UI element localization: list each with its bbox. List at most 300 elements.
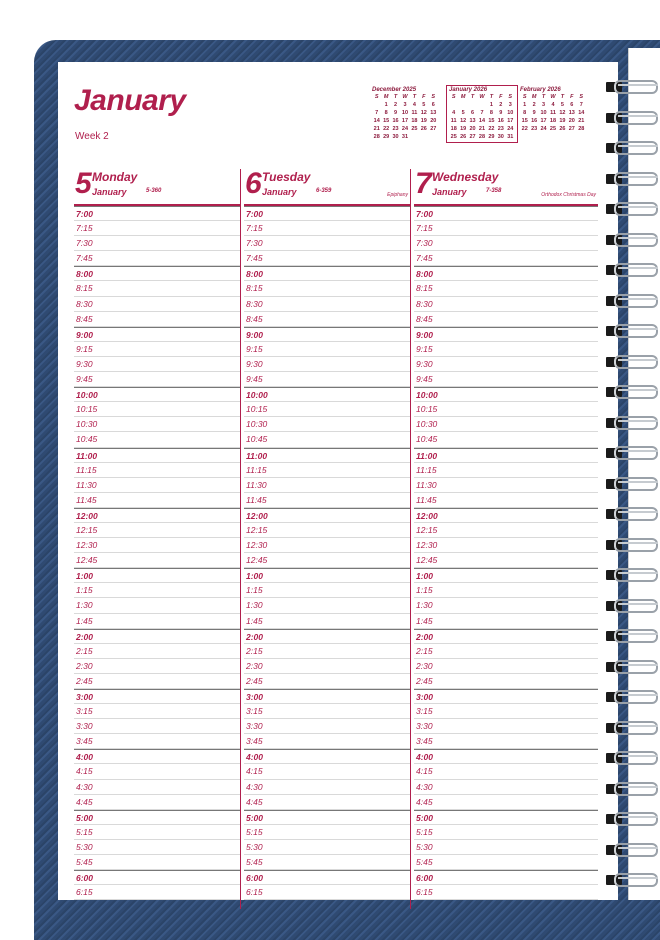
binding-ring — [602, 660, 660, 674]
mini-calendar-date: 13 — [568, 110, 575, 116]
time-slot[interactable]: 12:30 — [414, 538, 598, 553]
time-slot[interactable]: 10:45 — [74, 432, 240, 447]
mini-calendar-date: 7 — [480, 110, 484, 116]
time-slot[interactable]: 9:00 — [74, 327, 240, 342]
weekday-header: F — [570, 94, 574, 100]
day-name: Monday — [92, 170, 138, 184]
time-slot[interactable]: 7:15 — [414, 221, 598, 236]
mini-calendar-date: 25 — [450, 134, 457, 140]
time-slot[interactable]: 8:30 — [244, 297, 410, 312]
time-slot[interactable]: 1:15 — [74, 583, 240, 598]
time-slot[interactable]: 8:30 — [414, 297, 598, 312]
time-slot[interactable]: 4:30 — [414, 780, 598, 795]
time-slot[interactable]: 12:45 — [244, 553, 410, 568]
time-slot[interactable]: 8:45 — [74, 312, 240, 327]
mini-calendar-date: 3 — [508, 102, 512, 108]
binding-ring — [602, 294, 660, 308]
time-slot[interactable]: 10:15 — [74, 402, 240, 417]
time-slot[interactable]: 4:00 — [74, 749, 240, 764]
time-slot[interactable]: 7:15 — [244, 221, 410, 236]
mini-calendar-date: 17 — [507, 118, 514, 124]
mini-calendar-date: 8 — [523, 110, 527, 116]
time-slot[interactable]: 9:30 — [244, 357, 410, 372]
mini-calendar-date: 23 — [531, 126, 538, 132]
time-slot[interactable]: 6:00 — [74, 870, 240, 885]
day-count: 5-360 — [146, 188, 162, 194]
weekday-header: T — [393, 94, 398, 100]
weekday-header: T — [470, 94, 475, 100]
mini-calendar-date: 19 — [460, 126, 467, 132]
day-header — [74, 169, 240, 206]
binding-ring — [602, 782, 660, 796]
mini-calendar-date: 24 — [507, 126, 514, 132]
binding-ring — [602, 538, 660, 552]
mini-calendar-date: 8 — [384, 110, 388, 116]
holiday-label: Orthodox Christmas Day — [541, 192, 596, 198]
time-slot[interactable]: 7:30 — [414, 236, 598, 251]
time-slot[interactable]: 6:15 — [74, 885, 240, 900]
mini-calendar-date: 8 — [489, 110, 493, 116]
time-slot[interactable]: 11:45 — [244, 493, 410, 508]
time-slot[interactable]: 4:15 — [244, 764, 410, 779]
weekday-header: S — [508, 94, 513, 100]
time-slot[interactable]: 7:45 — [74, 251, 240, 266]
month-title: January — [74, 84, 186, 117]
time-slot[interactable]: 8:15 — [244, 281, 410, 296]
binding-ring — [602, 416, 660, 430]
time-slot[interactable]: 8:15 — [414, 281, 598, 296]
mini-calendar-date: 21 — [578, 118, 585, 124]
time-slot[interactable]: 5:15 — [74, 825, 240, 840]
mini-calendar-date: 9 — [394, 110, 398, 116]
binding-ring — [602, 172, 660, 186]
weekday-header: S — [374, 94, 379, 100]
mini-calendar-date: 5 — [422, 102, 426, 108]
time-slot[interactable]: 3:30 — [74, 719, 240, 734]
time-slot[interactable]: 11:00 — [74, 448, 240, 463]
mini-calendar-date: 17 — [540, 118, 547, 124]
mini-calendar-date: 25 — [549, 126, 557, 132]
time-slot[interactable]: 1:00 — [74, 568, 240, 583]
time-slot[interactable]: 2:30 — [244, 659, 410, 674]
mini-calendar-date: 4 — [412, 102, 416, 108]
mini-calendar-date: 18 — [411, 118, 418, 124]
time-slot[interactable]: 11:30 — [244, 478, 410, 493]
mini-calendar-title: December 2025 — [372, 87, 417, 93]
time-slot[interactable]: 2:45 — [244, 674, 410, 689]
time-slot[interactable]: 7:00 — [414, 206, 598, 221]
time-slot[interactable]: 3:00 — [414, 689, 598, 704]
mini-calendar-date: 4 — [452, 110, 456, 116]
mini-calendar-date: 10 — [401, 110, 409, 116]
binding-ring — [602, 751, 660, 765]
time-slot[interactable]: 7:45 — [244, 251, 410, 266]
time-slot[interactable]: 1:30 — [244, 598, 410, 613]
time-slot[interactable]: 11:30 — [74, 478, 240, 493]
mini-calendar-date: 26 — [460, 134, 467, 140]
time-slot[interactable]: 1:45 — [414, 614, 598, 629]
time-slot[interactable]: 5:30 — [244, 840, 410, 855]
time-slot[interactable]: 10:15 — [414, 402, 598, 417]
binding-ring — [602, 568, 660, 582]
mini-calendar-date — [449, 101, 458, 109]
time-slot[interactable]: 9:45 — [414, 372, 598, 387]
mini-calendar-date: 24 — [401, 126, 409, 132]
binding-ring — [602, 873, 660, 887]
weekday-header: S — [431, 94, 436, 100]
day-count: 6-359 — [316, 188, 332, 194]
time-slot[interactable]: 3:00 — [244, 689, 410, 704]
time-slot[interactable]: 11:00 — [414, 448, 598, 463]
time-slot[interactable]: 8:00 — [244, 266, 410, 281]
time-slot[interactable]: 2:45 — [414, 674, 598, 689]
weekday-header: W — [479, 94, 485, 100]
mini-calendar-date: 22 — [383, 126, 390, 132]
time-slot[interactable]: 12:30 — [74, 538, 240, 553]
time-slot[interactable]: 12:45 — [414, 553, 598, 568]
binding-ring — [602, 446, 660, 460]
weekday-header: T — [541, 94, 546, 100]
time-slot[interactable]: 1:30 — [414, 598, 598, 613]
time-slot[interactable]: 1:00 — [244, 568, 410, 583]
mini-calendar-date: 26 — [420, 126, 427, 132]
binding-ring — [602, 629, 660, 643]
time-slot[interactable]: 9:15 — [244, 342, 410, 357]
time-slot[interactable]: 6:00 — [414, 870, 598, 885]
time-slot[interactable]: 11:45 — [74, 493, 240, 508]
day-number: 6 — [245, 167, 262, 200]
column-divider — [240, 169, 241, 909]
mini-calendar-date: 19 — [559, 118, 566, 124]
time-slot[interactable]: 11:15 — [414, 463, 598, 478]
time-slot[interactable]: 10:45 — [244, 432, 410, 447]
time-slot[interactable]: 7:45 — [414, 251, 598, 266]
mini-calendar-title: January 2026 — [449, 87, 488, 93]
time-slot[interactable]: 10:00 — [244, 387, 410, 402]
weekday-header: W — [550, 94, 556, 100]
time-slot[interactable]: 4:30 — [74, 780, 240, 795]
time-slot[interactable]: 1:45 — [74, 614, 240, 629]
mini-calendar-date: 1 — [523, 102, 527, 108]
mini-calendar-date: 30 — [497, 134, 504, 140]
time-slot[interactable]: 8:00 — [74, 266, 240, 281]
mini-calendar-date: 23 — [497, 126, 504, 132]
time-slot[interactable]: 2:15 — [244, 644, 410, 659]
time-slot[interactable]: 3:30 — [414, 719, 598, 734]
time-slot[interactable]: 2:00 — [244, 629, 410, 644]
time-slot[interactable]: 5:15 — [414, 825, 598, 840]
time-slot[interactable]: 11:30 — [414, 478, 598, 493]
time-slot[interactable]: 11:15 — [244, 463, 410, 478]
time-slot[interactable]: 12:15 — [74, 523, 240, 538]
time-slot[interactable]: 12:45 — [74, 553, 240, 568]
time-slot[interactable]: 9:00 — [414, 327, 598, 342]
time-slot[interactable]: 7:30 — [244, 236, 410, 251]
mini-calendar-date: 2 — [532, 102, 536, 108]
mini-calendar-date — [468, 101, 477, 109]
mini-calendar-date: 28 — [578, 126, 585, 132]
time-slot[interactable]: 10:30 — [414, 417, 598, 432]
mini-calendar-date: 28 — [373, 134, 380, 140]
time-slot[interactable]: 9:15 — [74, 342, 240, 357]
mini-calendar-date: 22 — [521, 126, 528, 132]
time-slot[interactable]: 5:45 — [244, 855, 410, 870]
binding-ring — [602, 111, 660, 125]
time-slot[interactable]: 3:00 — [74, 689, 240, 704]
mini-calendar-date — [458, 101, 467, 109]
time-slot[interactable]: 1:45 — [244, 614, 410, 629]
time-slot[interactable]: 8:45 — [244, 312, 410, 327]
mini-calendar-date: 11 — [450, 118, 457, 124]
mini-calendar-date — [477, 101, 486, 109]
mini-calendar-date: 10 — [540, 110, 547, 116]
day-header — [414, 169, 598, 206]
time-slot[interactable]: 5:00 — [414, 810, 598, 825]
time-slot[interactable]: 1:00 — [414, 568, 598, 583]
day-column-wednesday — [414, 169, 598, 900]
mini-calendar-date: 19 — [420, 118, 427, 124]
time-slot[interactable]: 12:00 — [244, 508, 410, 523]
mini-calendar-date: 31 — [401, 134, 409, 140]
time-slot[interactable]: 3:45 — [74, 734, 240, 749]
time-slot[interactable]: 2:30 — [74, 659, 240, 674]
time-slot[interactable]: 1:30 — [74, 598, 240, 613]
time-slot[interactable]: 4:45 — [244, 795, 410, 810]
day-number: 5 — [75, 167, 92, 200]
time-slot[interactable]: 3:45 — [244, 734, 410, 749]
time-slot[interactable]: 9:15 — [414, 342, 598, 357]
time-slot[interactable]: 10:30 — [74, 417, 240, 432]
weekday-header: S — [579, 94, 584, 100]
mini-calendar-date: 3 — [403, 102, 407, 108]
time-slot[interactable]: 2:15 — [74, 644, 240, 659]
mini-calendar-date: 18 — [450, 126, 457, 132]
time-slot[interactable]: 2:00 — [74, 629, 240, 644]
mini-calendar-date: 15 — [383, 118, 390, 124]
time-slot[interactable]: 3:15 — [244, 704, 410, 719]
time-slot[interactable]: 9:45 — [74, 372, 240, 387]
binding-ring — [602, 263, 660, 277]
week-label: Week 2 — [75, 131, 109, 142]
time-slot[interactable]: 8:00 — [414, 266, 598, 281]
time-slot[interactable]: 8:30 — [74, 297, 240, 312]
time-slot[interactable]: 9:30 — [74, 357, 240, 372]
mini-calendar-date: 14 — [578, 110, 585, 116]
mini-calendar-date: 31 — [507, 134, 514, 140]
time-slot[interactable]: 8:45 — [414, 312, 598, 327]
mini-calendar-date: 2 — [394, 102, 398, 108]
mini-calendar — [372, 87, 438, 141]
binding-ring — [602, 233, 660, 247]
mini-calendar-date: 7 — [579, 102, 583, 108]
weekday-header: S — [451, 94, 456, 100]
mini-calendar-date: 9 — [499, 110, 503, 116]
time-slot[interactable]: 6:15 — [244, 885, 410, 900]
time-slot[interactable]: 10:30 — [244, 417, 410, 432]
time-slot[interactable]: 4:00 — [244, 749, 410, 764]
mini-calendar-date: 20 — [469, 126, 476, 132]
mini-calendar-date: 20 — [568, 118, 575, 124]
time-slot[interactable]: 11:45 — [414, 493, 598, 508]
time-slot[interactable]: 9:30 — [414, 357, 598, 372]
mini-calendar-date: 14 — [373, 118, 380, 124]
day-header — [244, 169, 410, 206]
time-slot[interactable]: 3:30 — [244, 719, 410, 734]
time-slot[interactable]: 5:45 — [74, 855, 240, 870]
mini-calendar-date — [372, 101, 381, 109]
time-slot[interactable]: 10:15 — [244, 402, 410, 417]
mini-calendar-date: 11 — [411, 110, 418, 116]
time-slot[interactable]: 5:00 — [74, 810, 240, 825]
time-slot[interactable]: 6:15 — [414, 885, 598, 900]
mini-calendar-date: 22 — [488, 126, 495, 132]
time-slot[interactable]: 1:15 — [244, 583, 410, 598]
mini-calendar-date: 25 — [411, 126, 418, 132]
mini-calendar-date: 15 — [521, 118, 528, 124]
binding-ring — [602, 385, 660, 399]
mini-calendar-date: 17 — [401, 118, 409, 124]
day-name: Wednesday — [432, 170, 499, 184]
mini-calendar-date — [429, 133, 438, 141]
time-slot[interactable]: 5:45 — [414, 855, 598, 870]
weekday-header: T — [412, 94, 417, 100]
weekday-header: F — [422, 94, 426, 100]
binding-ring — [602, 507, 660, 521]
time-slot[interactable]: 2:00 — [414, 629, 598, 644]
binding-ring — [602, 721, 660, 735]
time-slot[interactable]: 10:45 — [414, 432, 598, 447]
mini-calendar-date: 26 — [559, 126, 566, 132]
mini-calendar-date: 23 — [392, 126, 399, 132]
time-slot[interactable]: 1:15 — [414, 583, 598, 598]
mini-calendar-date: 4 — [551, 102, 555, 108]
binding-ring — [602, 324, 660, 338]
day-column-monday — [74, 169, 240, 900]
mini-calendar-date: 6 — [471, 110, 475, 116]
mini-calendar-date: 16 — [497, 118, 504, 124]
planner-page — [58, 62, 618, 900]
time-slot[interactable]: 5:00 — [244, 810, 410, 825]
time-slot[interactable]: 10:00 — [74, 387, 240, 402]
time-slot[interactable]: 7:30 — [74, 236, 240, 251]
mini-calendar-date: 12 — [559, 110, 566, 116]
mini-calendar-date: 2 — [499, 102, 503, 108]
time-slot[interactable]: 10:00 — [414, 387, 598, 402]
mini-calendar-date: 27 — [430, 126, 437, 132]
mini-calendar — [446, 85, 518, 143]
time-slot[interactable]: 7:15 — [74, 221, 240, 236]
time-slot[interactable]: 12:00 — [74, 508, 240, 523]
weekday-header: M — [531, 94, 537, 100]
time-slot[interactable]: 8:15 — [74, 281, 240, 296]
mini-calendar-title: February 2026 — [520, 87, 561, 93]
weekday-header: M — [460, 94, 466, 100]
binding-ring — [602, 843, 660, 857]
mini-calendar-date: 24 — [540, 126, 547, 132]
time-slot[interactable]: 5:30 — [74, 840, 240, 855]
mini-calendar-date: 21 — [478, 126, 486, 132]
time-slot[interactable]: 2:30 — [414, 659, 598, 674]
time-slot[interactable]: 11:15 — [74, 463, 240, 478]
column-divider — [410, 169, 411, 909]
day-name: Tuesday — [262, 170, 311, 184]
mini-calendar-date: 13 — [469, 118, 476, 124]
time-slot[interactable]: 4:45 — [414, 795, 598, 810]
time-slot[interactable]: 2:45 — [74, 674, 240, 689]
weekday-header: S — [522, 94, 527, 100]
binding-ring — [602, 355, 660, 369]
time-slot[interactable]: 4:15 — [74, 764, 240, 779]
mini-calendar-date: 3 — [542, 102, 546, 108]
time-slot[interactable]: 2:15 — [414, 644, 598, 659]
mini-calendar-date: 1 — [489, 102, 493, 108]
time-slot[interactable]: 12:15 — [414, 523, 598, 538]
mini-calendar-date: 5 — [560, 102, 564, 108]
mini-calendar-date: 27 — [469, 134, 476, 140]
time-slot[interactable]: 3:15 — [74, 704, 240, 719]
day-month: January — [92, 187, 127, 197]
mini-calendar-date: 6 — [431, 102, 435, 108]
mini-calendar-date: 7 — [375, 110, 379, 116]
time-slot[interactable]: 6:00 — [244, 870, 410, 885]
mini-calendar-date: 28 — [478, 134, 486, 140]
binding-ring — [602, 141, 660, 155]
time-slot[interactable]: 3:15 — [414, 704, 598, 719]
mini-calendar-date: 14 — [478, 118, 486, 124]
time-slot[interactable]: 3:45 — [414, 734, 598, 749]
time-slot[interactable]: 11:00 — [244, 448, 410, 463]
mini-calendar-date: 29 — [488, 134, 495, 140]
mini-calendar-date: 10 — [507, 110, 514, 116]
time-slot[interactable]: 12:00 — [414, 508, 598, 523]
time-slot[interactable]: 4:15 — [414, 764, 598, 779]
mini-calendar-date — [419, 133, 428, 141]
spiral-binding — [602, 70, 660, 900]
time-slot[interactable]: 5:15 — [244, 825, 410, 840]
time-slot[interactable]: 12:15 — [244, 523, 410, 538]
weekday-header: T — [560, 94, 565, 100]
time-slot[interactable]: 5:30 — [414, 840, 598, 855]
time-slot[interactable]: 4:00 — [414, 749, 598, 764]
binding-ring — [602, 690, 660, 704]
binding-ring — [602, 599, 660, 613]
day-number: 7 — [415, 167, 432, 200]
day-month: January — [432, 187, 467, 197]
weekday-header: M — [383, 94, 389, 100]
mini-calendar-date: 11 — [550, 110, 556, 116]
weekday-header: F — [499, 94, 503, 100]
mini-calendar-date: 27 — [568, 126, 575, 132]
mini-calendar-date: 9 — [532, 110, 536, 116]
time-slot[interactable]: 9:00 — [244, 327, 410, 342]
time-slot[interactable]: 12:30 — [244, 538, 410, 553]
time-slot[interactable]: 4:30 — [244, 780, 410, 795]
mini-calendar-date: 6 — [570, 102, 574, 108]
mini-calendar-date: 29 — [383, 134, 390, 140]
mini-calendar-date: 1 — [384, 102, 388, 108]
mini-calendar-date: 12 — [460, 118, 467, 124]
time-slot[interactable]: 7:00 — [244, 206, 410, 221]
time-slot[interactable]: 9:45 — [244, 372, 410, 387]
holiday-label: Epiphany — [387, 192, 408, 198]
mini-calendar-date: 12 — [420, 110, 427, 116]
time-slot[interactable]: 4:45 — [74, 795, 240, 810]
binding-ring — [602, 202, 660, 216]
binding-ring — [602, 80, 660, 94]
time-slot[interactable]: 7:00 — [74, 206, 240, 221]
mini-calendar-date: 16 — [392, 118, 399, 124]
mini-calendar-date: 5 — [461, 110, 465, 116]
